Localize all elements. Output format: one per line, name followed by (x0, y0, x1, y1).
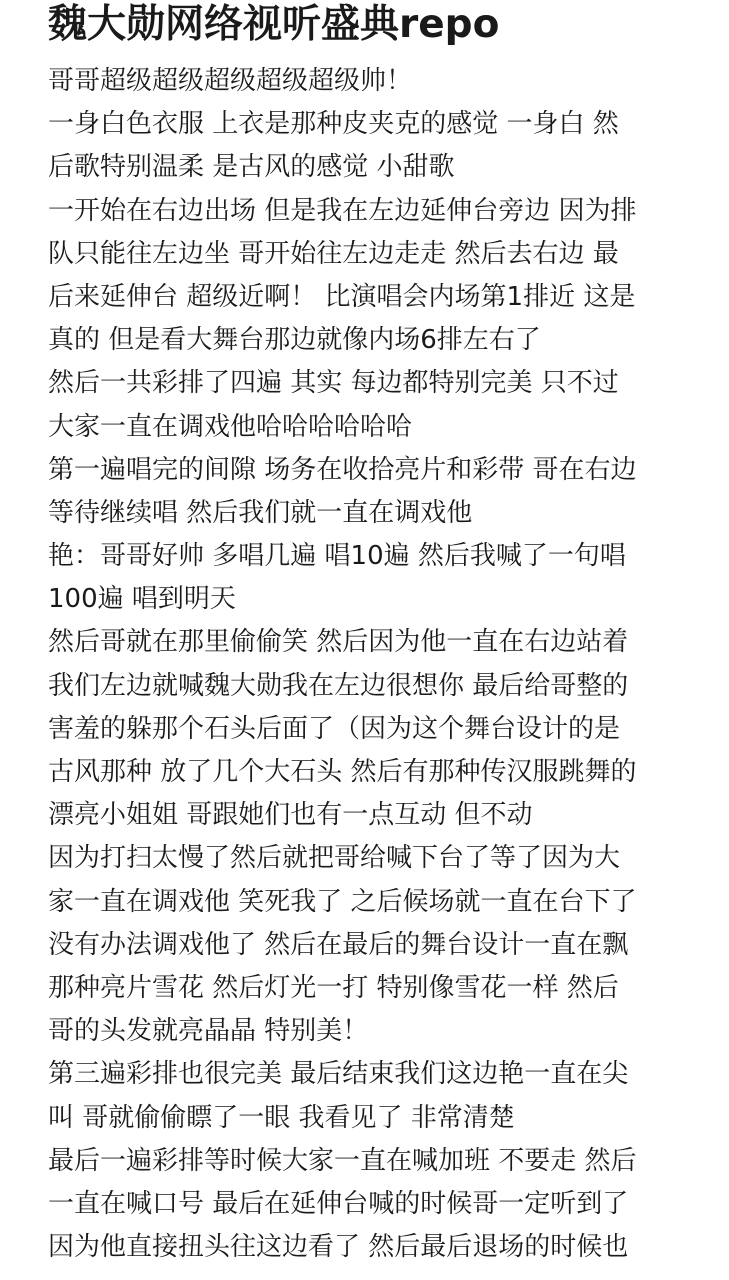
text-line: 第三遍彩排也很完美 最后结束我们这边艳一直在尖 (48, 1059, 629, 1090)
text-line: 一开始在右边出场 但是我在左边延伸台旁边 因为排 (48, 195, 637, 226)
text-line: 后歌特别温柔 是古风的感觉 小甜歌 (48, 152, 455, 183)
text-line: 然后哥就在那里偷偷笑 然后因为他一直在右边站着 (48, 627, 629, 658)
page-title: 魏大勋网络视听盛典repo (48, 2, 500, 47)
text-line: 然后一共彩排了四遍 其实 每边都特别完美 只不过 (48, 368, 619, 399)
text-line: 等待继续唱 然后我们就一直在调戏他 (48, 497, 473, 528)
text-line: 队只能往左边坐 哥开始往左边走走 然后去右边 最 (48, 238, 619, 269)
text-line: 哥的头发就亮晶晶 特别美！ (48, 1016, 369, 1047)
text-line: 后来延伸台 超级近啊！ 比演唱会内场第1排近 这是 (48, 281, 636, 312)
text-line: 大家一直在调戏他哈哈哈哈哈哈 (48, 411, 413, 442)
text-line: 真的 但是看大舞台那边就像内场6排左右了 (48, 325, 541, 356)
text-line: 一身白色衣服 上衣是那种皮夹克的感觉 一身白 然 (48, 109, 619, 140)
text-line: 因为打扫太慢了然后就把哥给喊下台了等了因为大 (48, 843, 621, 874)
post-body (48, 60, 688, 1269)
text-line: 家一直在调戏他 笑死我了 之后候场就一直在台下了 (48, 886, 637, 917)
text-line: 哥哥超级超级超级超级超级帅！ (48, 66, 413, 96)
text-line: 那种亮片雪花 然后灯光一打 特别像雪花一样 然后 (48, 972, 619, 1003)
text-line: 古风那种 放了几个大石头 然后有那种传汉服跳舞的 (48, 757, 637, 787)
text-line: 没有办法调戏他了 然后在最后的舞台设计一直在飘 (48, 929, 629, 960)
text-line: 第一遍唱完的间隙 场务在收拾亮片和彩带 哥在右边 (48, 454, 637, 485)
text-line: 因为他直接扭头往这边看了 然后最后退场的时候也 (48, 1232, 629, 1263)
text-line: 100遍 唱到明天 (48, 584, 236, 615)
text-line: 我们左边就喊魏大勋我在左边很想你 最后给哥整的 (48, 670, 629, 701)
text-line: 漂亮小姐姐 哥跟她们也有一点互动 但不动 (48, 800, 533, 831)
text-line: 艳：哥哥好帅 多唱几遍 唱10遍 然后我喊了一句唱 (48, 541, 626, 572)
text-line: 最后一遍彩排等时候大家一直在喊加班 不要走 然后 (48, 1145, 637, 1176)
text-line: 一直在喊口号 最后在延伸台喊的时候哥一定听到了 (48, 1188, 629, 1219)
text-line: 害羞的躲那个石头后面了（因为这个舞台设计的是 (48, 713, 621, 744)
text-line: 叫 哥就偷偷瞟了一眼 我看见了 非常清楚 (48, 1102, 515, 1133)
